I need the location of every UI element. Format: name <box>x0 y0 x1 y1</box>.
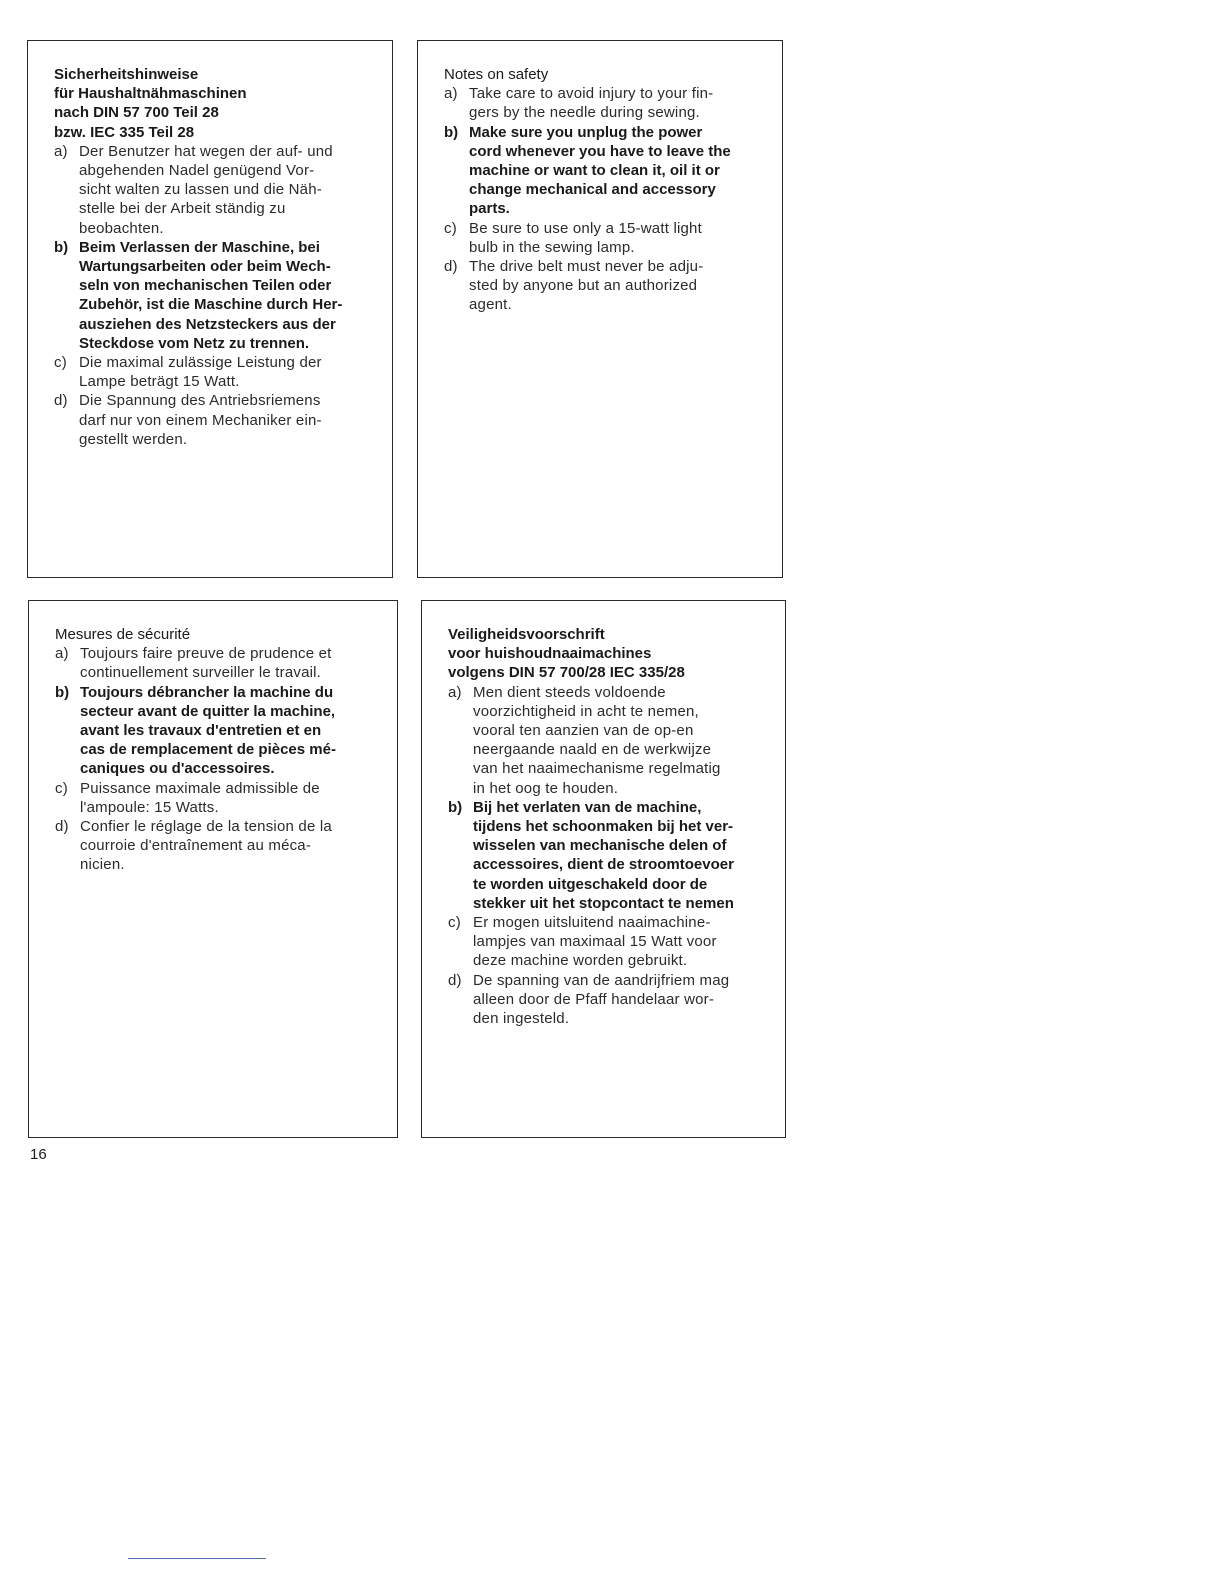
item-line: darf nur von einem Mechaniker ein- <box>79 411 322 429</box>
item-line: gers by the needle during sewing. <box>469 104 700 122</box>
footer-rule <box>128 1558 266 1559</box>
item-line: voorzichtigheid in acht te nemen, <box>473 702 699 720</box>
safety-item-d <box>54 391 372 449</box>
item-letter: a) <box>54 142 68 160</box>
item-line: cord whenever you have to leave the <box>469 142 731 160</box>
safety-item-b <box>448 798 765 913</box>
item-line: stelle bei der Arbeit ständig zu <box>79 200 286 218</box>
item-line: parts. <box>469 200 510 218</box>
item-letter: b) <box>54 238 69 256</box>
item-letter: c) <box>55 779 68 797</box>
item-line: van het naaimechanisme regelmatig <box>473 760 721 778</box>
item-line: sted by anyone but an authorized <box>469 277 698 295</box>
safety-box-french <box>28 600 398 1138</box>
item-letter: d) <box>54 392 68 410</box>
item-line: Make sure you unplug the power <box>469 123 703 141</box>
item-text <box>80 779 377 817</box>
item-text <box>80 644 377 682</box>
item-line: Beim Verlassen der Maschine, bei <box>79 238 320 256</box>
item-text <box>79 353 372 391</box>
item-text <box>469 123 762 219</box>
safety-item-d <box>55 817 377 875</box>
heading-line: voor huishoudnaaimachines <box>448 645 652 663</box>
item-letter: a) <box>444 85 458 103</box>
item-letter: a) <box>55 645 69 663</box>
item-line: The drive belt must never be adju- <box>469 258 704 276</box>
item-line: Be sure to use only a 15-watt light <box>469 219 702 237</box>
item-text <box>469 219 762 257</box>
heading-line: volgens DIN 57 700/28 IEC 335/28 <box>448 664 685 682</box>
item-line: Men dient steeds voldoende <box>473 683 666 701</box>
item-line: Toujours débrancher la machine du <box>80 683 334 701</box>
item-text <box>469 257 762 315</box>
item-line: courroie d'entraînement au méca- <box>80 837 312 855</box>
item-text <box>473 971 765 1029</box>
item-text <box>469 84 762 122</box>
item-line: lampjes van maximaal 15 Watt voor <box>473 933 717 951</box>
item-line: vooral ten aanzien van de op-en <box>473 722 694 740</box>
safety-item-c <box>448 913 765 971</box>
item-line: Die maximal zulässige Leistung der <box>79 354 322 372</box>
item-line: Er mogen uitsluitend naaimachine- <box>473 914 711 932</box>
item-text <box>79 391 372 449</box>
heading-line: Mesures de sécurité <box>55 626 191 643</box>
item-line: neergaande naald en de werkwijze <box>473 741 712 759</box>
item-line: in het oog te houden. <box>473 779 619 797</box>
item-line: change mechanical and accessory <box>469 181 716 199</box>
item-line: cas de remplacement de pièces mé- <box>80 741 336 759</box>
item-line: avant les travaux d'entretien et en <box>80 722 322 740</box>
item-letter: c) <box>54 354 67 372</box>
item-line: Lampe beträgt 15 Watt. <box>79 373 240 391</box>
item-line: machine or want to clean it, oil it or <box>469 162 720 180</box>
item-line: ausziehen des Netzsteckers aus der <box>79 315 336 333</box>
item-line: l'ampoule: 15 Watts. <box>80 798 219 816</box>
item-letter: c) <box>444 219 457 237</box>
heading-line: Notes on safety <box>444 66 549 83</box>
item-line: Confier le réglage de la tension de la <box>80 818 332 836</box>
item-line: Die Spannung des Antriebsriemens <box>79 392 321 410</box>
item-line: abgehenden Nadel genügend Vor- <box>79 162 315 180</box>
safety-item-a <box>54 142 372 238</box>
item-line: Wartungsarbeiten oder beim Wech- <box>79 258 331 276</box>
item-line: caniques ou d'accessoires. <box>80 760 275 778</box>
safety-box-dutch <box>421 600 786 1138</box>
safety-item-b <box>55 683 377 779</box>
item-line: wisselen van mechanische delen of <box>473 837 727 855</box>
item-line: bulb in the sewing lamp. <box>469 238 635 256</box>
item-letter: c) <box>448 914 461 932</box>
safety-item-b <box>444 123 762 219</box>
item-line: Take care to avoid injury to your fin- <box>469 85 714 103</box>
item-letter: b) <box>448 798 463 816</box>
safety-box-german <box>27 40 393 578</box>
safety-item-a <box>55 644 377 682</box>
heading-line: nach DIN 57 700 Teil 28 <box>54 104 219 122</box>
item-text <box>473 798 765 913</box>
heading-line: Veiligheidsvoorschrift <box>448 626 605 643</box>
item-line: Zubehör, ist die Maschine durch Her- <box>79 296 343 314</box>
item-letter: d) <box>55 818 69 836</box>
safety-item-d <box>444 257 762 315</box>
safety-item-c <box>55 779 377 817</box>
item-line: beobachten. <box>79 219 164 237</box>
heading-line: für Haushaltnähmaschinen <box>54 85 247 103</box>
item-text <box>79 238 372 353</box>
item-line: Steckdose vom Netz zu trennen. <box>79 334 310 352</box>
item-line: nicien. <box>80 856 125 874</box>
item-line: gestellt werden. <box>79 430 188 448</box>
item-letter: a) <box>448 683 462 701</box>
safety-item-a <box>448 683 765 798</box>
item-letter: b) <box>55 683 70 701</box>
item-letter: d) <box>444 258 458 276</box>
safety-item-c <box>444 219 762 257</box>
safety-box-english <box>417 40 783 578</box>
safety-item-d <box>448 971 765 1029</box>
heading-line: bzw. IEC 335 Teil 28 <box>54 123 195 141</box>
item-line: tijdens het schoonmaken bij het ver- <box>473 818 734 836</box>
heading-line: Sicherheitshinweise <box>54 66 199 83</box>
item-line: deze machine worden gebruikt. <box>473 952 688 970</box>
item-line: continuellement surveiller le travail. <box>80 664 322 682</box>
item-line: Toujours faire preuve de prudence et <box>80 645 332 663</box>
item-line: den ingesteld. <box>473 1010 570 1028</box>
item-line: Puissance maximale admissible de <box>80 779 320 797</box>
safety-item-a <box>444 84 762 122</box>
item-text <box>473 683 765 798</box>
item-letter: b) <box>444 123 459 141</box>
safety-item-c <box>54 353 372 391</box>
item-line: Der Benutzer hat wegen der auf- und <box>79 142 333 160</box>
item-line: te worden uitgeschakeld door de <box>473 875 708 893</box>
item-text <box>80 683 377 779</box>
item-line: secteur avant de quitter la machine, <box>80 702 336 720</box>
item-line: De spanning van de aandrijfriem mag <box>473 971 730 989</box>
item-text <box>80 817 377 875</box>
item-text <box>79 142 372 238</box>
item-line: alleen door de Pfaff handelaar wor- <box>473 990 715 1008</box>
item-line: seln von mechanischen Teilen oder <box>79 277 332 295</box>
safety-item-b <box>54 238 372 353</box>
item-letter: d) <box>448 971 462 989</box>
item-line: agent. <box>469 296 512 314</box>
item-line: Bij het verlaten van de machine, <box>473 798 702 816</box>
item-line: stekker uit het stopcontact te nemen <box>473 894 734 912</box>
page-number: 16 <box>30 1146 47 1163</box>
item-line: sicht walten zu lassen und die Näh- <box>79 181 322 199</box>
item-text <box>473 913 765 971</box>
item-line: accessoires, dient de stroomtoevoer <box>473 856 734 874</box>
